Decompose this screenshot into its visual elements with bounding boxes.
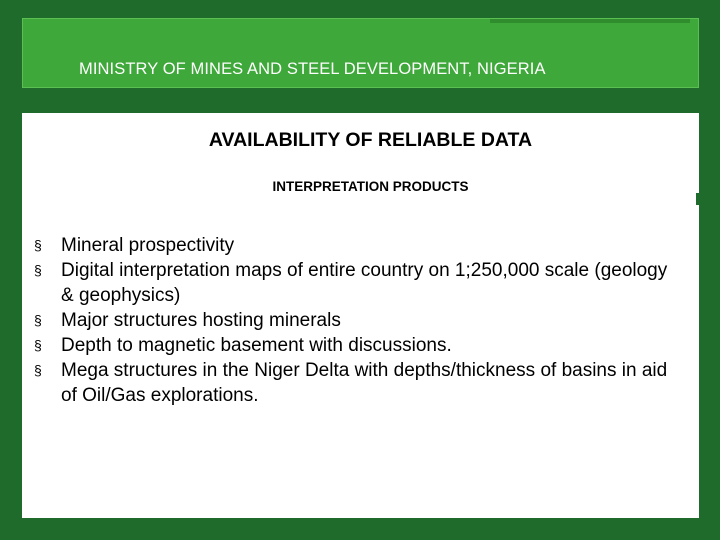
bullet-text: Depth to magnetic basement with discussions. (61, 335, 452, 356)
bullet-item (34, 358, 684, 408)
slide-subtitle: INTERPRETATION PRODUCTS (272, 179, 469, 194)
bullet-text: Digital interpretation maps of entire country on 1;250,000 scale (geology & geophysics) (61, 260, 668, 306)
bullet-item (34, 308, 684, 333)
slide-title: AVAILABILITY OF RELIABLE DATA (208, 129, 533, 151)
header-accent-strip (490, 19, 690, 23)
bullet-item (34, 333, 684, 358)
square-bullet-icon: § (34, 337, 42, 353)
bullet-item (34, 258, 684, 308)
square-bullet-icon: § (34, 237, 42, 253)
square-bullet-icon: § (34, 262, 42, 278)
bullet-text: Mineral prospectivity (61, 235, 235, 256)
content-card (22, 113, 699, 518)
square-bullet-icon: § (34, 362, 42, 378)
bullet-list (34, 233, 684, 408)
bullet-item (34, 233, 684, 258)
header-band (22, 18, 699, 88)
bullet-text: Major structures hosting minerals (61, 310, 341, 331)
header-title: MINISTRY OF MINES AND STEEL DEVELOPMENT, NIGERIA (79, 60, 546, 78)
bullet-text: Mega structures in the Niger Delta with depths/thickness of basins in aid of Oil/Gas explorations. (61, 360, 668, 406)
square-bullet-icon: § (34, 312, 42, 328)
